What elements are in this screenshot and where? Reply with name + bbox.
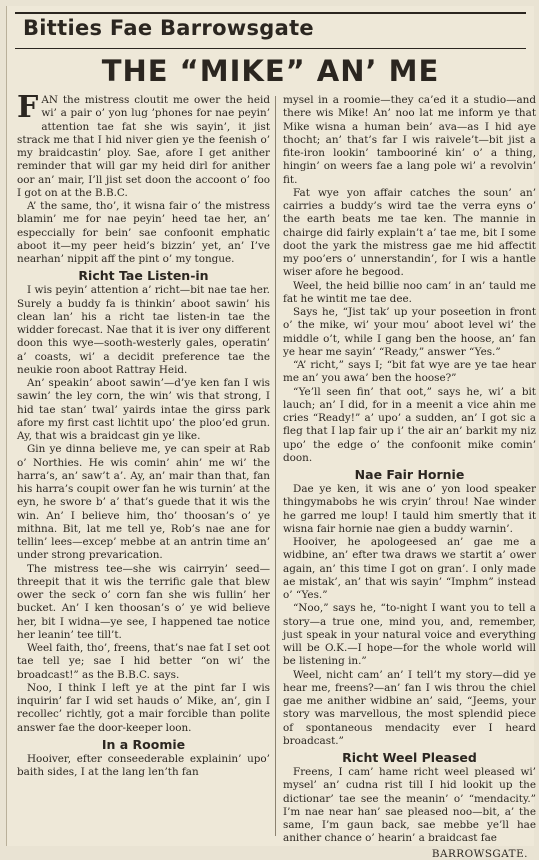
- paragraph: Weel faith, tho’, freens, that’s nae fat I set oot tae tell ye; sae I hid better “on wi’ the broadcast!” as the B.B.C. says.: [17, 642, 270, 681]
- paragraph: Says he, “Jist tak’ up your poseetion in front o’ the mike, wi’ your mou’ aboot level wi’ the middle o’t, while I gang ben the hoose, an’ fan ye hear me sayin’ “Ready,” answer “Yes.”: [283, 306, 536, 358]
- paragraph: “Ye’ll seen fin’ that oot,” says he, wi’ a bit lauch; an’ I did, for in a meenit a vice ahin me cries “Ready!” a’ upo’ a sudden, an’ I got sic a fleg that I lap fair up i’ the air an’ barkit my niz upo’ the edge o’ the confoonit mike comin’ doon.: [283, 385, 536, 464]
- section-heading: In a Roomie: [101, 736, 186, 752]
- section-heading: Richt Weel Pleased: [342, 750, 477, 765]
- section-heading: Nae Fair Hornie: [354, 467, 465, 482]
- paragraph: [17, 90, 270, 200]
- column-divider: [275, 96, 276, 836]
- paragraph: Hooiver, he apologeesed an’ gae me a widbine, an’ efter twa draws we startit a’ ower again, an’ this time I got on gran’. I only made ae mistak’, an’ that wis sayin’ “Imphm” instead o’ “Yes.”: [283, 536, 536, 601]
- section-heading: Richt Tae Listen-in: [78, 268, 209, 284]
- paragraph: A’ the same, tho’, it wisna fair o’ the mistress blamin’ me for nae peyin’ heed tae her, an’ especcially for bein’ sae confoonit emphatic aboot it—my peer heid’s bizzin’ yet, an’ I’ve nearhan’ nippit aff the pint o’ my tongue.: [17, 200, 270, 265]
- top-rule: [15, 12, 526, 14]
- paragraph: Fat wye yon affair catches the soun’ an’ cairries a buddy’s wird tae the verra eyns o’ the earth beats me tae ken. The mannie in chairge did fairly explain’t a’ tae me, bit I some doot the yark the mistress gae me hid affectit my poo’ers o’ unnerstandin’, for I wis a hantle wiser afore he begood.: [283, 186, 536, 279]
- headline: THE “MIKE” AN’ ME: [101, 54, 440, 88]
- paragraph: “A’ richt,” says I; “bit fat wye are ye tae hear me an’ you awa’ ben the hoose?”: [283, 359, 536, 385]
- series-title: Bitties Fae Barrowsgate: [23, 16, 314, 40]
- paragraph: Gin ye dinna believe me, ye can speir at Rab o’ Northies. He wis comin’ ahin’ me wi’ the harra’s, an’ saw’t a’. Ay, an’ mair than that, fan his harra’s coupit ower fan he wis turnin’ at the eyn, he swore b’ a’ that’s guede that it wis the win. An’ I believe him, tho’ thoosan’s o’ ye mithna. Bit, lat me tell ye, Rob’s nae ane for tellin’ lees—excep’ mebbe at an antrin time an’ under strong prevarication.: [17, 443, 270, 562]
- paragraph: I wis peyin’ attention a’ richt—bit nae tae her. Surely a buddy fa is thinkin’ aboot sawin’ his clean lan’ his a richt tae listen-in tae the widder forecast. Nae that it is iver ony different doon this wye—sooth-westerly gales, operatin’ a’ coasts, wi’ a decidit preference tae the neukie roon aboot Rattray Heid.: [17, 284, 270, 376]
- author-signature: BARROWSGATE.: [431, 847, 528, 860]
- left-column: [17, 90, 270, 779]
- paragraph: Dae ye ken, it wis ane o’ yon lood speaker thingymabobs he wis cryin’ throu! Nae winder he garred me loup! I tauld him smertly that it wisna fair hornie nae gien a buddy warnin’.: [283, 483, 536, 535]
- paragraph: An’ speakin’ aboot sawin’—d’ye ken fan I wis sawin’ the ley corn, the win’ wis that strong, I hid tae stan’ twal’ yairds intae the girss park afore my first cast lichtit upo’ the ploo’ed grun. Ay, that wis a braidcast gin ye like.: [17, 377, 270, 442]
- paragraph: The mistress tee—she wis cairryin’ seed—threepit that it wis the terrific gale that blew ower the seck o’ corn fan she wis fullin’ her bucket. An’ I ken thoosan’s o’ ye wid believe her, bit I widna—ye see, I happened tae notice her leanin’ tee till’t.: [17, 562, 270, 641]
- newspaper-clipping: [6, 6, 536, 860]
- paragraph: Noo, I think I left ye at the pint far I wis inquirin’ far I wid set hauds o’ Mike, an’, gin I recollec’ richtly, got a mair forcible than polite answer fae the door-keeper loon.: [17, 681, 270, 734]
- paragraph: mysel in a roomie—they ca’ed it a studio—and there wis Mike! An’ noo lat me inform ye that Mike wisna a human bein’ ava—as I hid aye thocht; an’ that’s far I wis raivele’t—bit jist a fite-iron lookin’ tambooriné kin’ o’ a thing, hingin’ on weers fae a lang pole wi’ a revolvin’ fit.: [283, 94, 536, 186]
- paragraph: “Noo,” says he, “to-night I want you to tell a story—a true one, mind you, and, remember, just speak in your natural voice and everything will be O.K.—I hope—for the whole world will be listening in.”: [283, 602, 536, 668]
- title-rule: [15, 48, 526, 49]
- paragraph: Weel, the heid billie noo cam’ in an’ tauld me fat he wintit me tae dee.: [283, 279, 536, 305]
- right-column: [283, 94, 536, 860]
- paragraph: Weel, nicht cam’ an’ I tell’t my story—did ye hear me, freens?—an’ fan I wis throu the chiel gae me anither widbine an’ said, “Jeems, your story was marvellous, the most splendid piece of spontaneous mendacity ever I heard broadcast.”: [283, 668, 536, 747]
- drop-cap: F: [17, 90, 39, 125]
- paragraph: Hooiver, efter conseederable explainin’ upo’ baith sides, I at the lang len’th fan: [17, 752, 270, 778]
- paragraph: Freens, I cam’ hame richt weel pleased wi’ mysel’ an’ cudna rist till I hid lookit up the dictionar’ tae see the meanin’ o’ “mendacity.” I’m nae near han’ sae pleased noo—bit, a’ the same, I’m gaun back, sae mebbe ye’ll hae anither chance o’ hearin’ a braidcast fae: [283, 766, 536, 845]
- lead-text: AN the mistress cloutit me ower the heid wi’ a pair o’ yon lug ’phones for nae peyin’ attention tae fat she wis sayin’, it jist strack me that I hid niver gien ye the feenish o’ my braidcastin’ ploy. Sae, afore I get anither reminder that will gar my heid dirl for anither oor an’ mair, I’ll jist set doon the accoont o’ foo I got on at the B.B.C.: [17, 94, 270, 199]
